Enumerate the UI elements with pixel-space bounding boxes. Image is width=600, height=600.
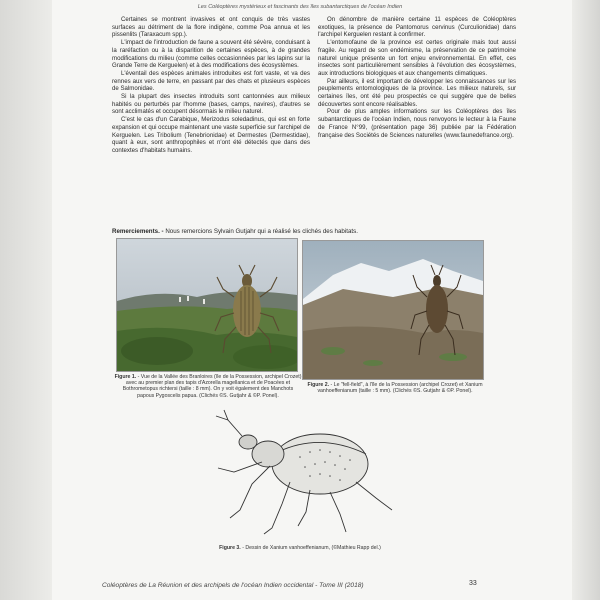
paragraph: Certaines se montrent invasives et ont conquis de très vastes surfaces au détriment de la flore indigène, comme Poa annua et les pissenlits (Taraxacum spp.). (112, 16, 310, 39)
page-footer: Coléoptères de La Réunion et des archipels de l'océan Indien occidental - Tome III (2018) (102, 582, 364, 589)
page-gutter-shadow (0, 0, 52, 600)
paragraph: C'est le cas d'un Carabique, Merizodus soledadinus, qui est en forte expansion et qui occupe maintenant une vaste superficie sur l'archipel de Kerguelen. Les Tribolium (Tenebrionidae) et Dermestes (Dermestidae), quant à eux, sont anthropophiles et n'ont été détectés que dans des contextes d'habitats humains. (112, 116, 310, 154)
figure-3-text: - Dessin de Xanium vanhoeffenianum, (©Mathieu Rapp del.) (242, 545, 381, 551)
paragraph: L'impact de l'introduction de faune a souvent été sévère, conduisant à la raréfaction ou à la disparition de certaines espèces, à de grandes modifications du milieu (comme celles occasionnées par les lapins sur la Grande Terre de Kerguelen) et à des modifications des écosystèmes. (112, 39, 310, 70)
page-number: 33 (469, 580, 477, 587)
paragraph: L'éventail des espèces animales introduites est fort vaste, et va des rennes aux vers de terre, en passant par des chats et plusieurs espèces de Salmonidae. (112, 69, 310, 93)
page-edge-shadow (572, 0, 600, 600)
acknowledgements-label: Remerciements. - (112, 228, 164, 235)
paragraph: Pour de plus amples informations sur les Coléoptères des îles subantarctiques de l'océan Indien, nous renvoyons le lecteur à la Faune de France N°99, (présentation page 36) publiée par la Fédération française des Sociétés de Sciences naturelles (www.faunedefrance.org). (318, 108, 516, 139)
figure-3-beetle-drawing (170, 402, 410, 542)
acknowledgements (112, 228, 512, 235)
paragraph: L'entomofaune de la province est certes originale mais tout aussi fragile. Au regard de son endémisme, la préservation de ce patrimoine naturel unique présente un fort enjeu environnemental. En effet, ces insectes sont particulièrement sensibles à l'évolution des écosystèmes, aux introductions biologiques et aux changements climatiques. (318, 39, 516, 77)
figure-1-caption (114, 374, 302, 399)
running-head: Les Coléoptères mystérieux et fascinants des îles subantarctiques de l'océan Indien (197, 4, 403, 10)
paragraph: Par ailleurs, il est important de développer les connaissances sur les peuplements entomologiques de la province. Les milieux naturels, sur certaines îles, ont été peu prospectés ce qui suggère que de belles découvertes sont encore réalisables. (318, 77, 516, 108)
figure-2-label: Figure 2. (307, 382, 330, 388)
acknowledgements-text: Nous remercions Sylvain Gutjahr qui a réalisé les clichés des habitats. (165, 228, 358, 235)
figure-3-caption (190, 545, 410, 551)
figure-3-label: Figure 3. (219, 545, 241, 551)
right-column (318, 16, 516, 139)
paragraph: On dénombre de manière certaine 11 espèces de Coléoptères exotiques, la présence de Pantomorus cervinus (Curculionidae) dans l'archipel Kerguelen restant à confirmer. (318, 16, 516, 39)
figure-1-label: Figure 1. (114, 374, 137, 380)
figure-2-photo (302, 240, 484, 380)
left-column (112, 16, 310, 155)
figure-1-text: - Vue de la Vallée des Branloires (île de la Possession, archipel Crozet) avec au premier plan des tapis d'Azorella magellanica et de Poacées et Bothrometopus richtersi (taille : 8 mm). On y voit également des Manchots papous Pygoscelis papua. (Clichés ©S. Gutjahr & ©P. Ponel). (122, 374, 302, 399)
figure-2-caption (306, 382, 484, 394)
figure-1-photo (116, 238, 298, 372)
figure-2-text: - Le "fell-field", à l'île de la Possession (archipel Crozet) et Xanium vanhoeffenianum (taille : 5 mm). (Clichés ©S. Gutjahr & ©P. Ponel). (317, 382, 483, 395)
paragraph: Si la plupart des insectes introduits sont cantonnées aux milieux habités ou perturbés par l'homme (bases, camps, navires), d'autres se sont acclimatés et occupent désormais le milieu naturel. (112, 93, 310, 116)
